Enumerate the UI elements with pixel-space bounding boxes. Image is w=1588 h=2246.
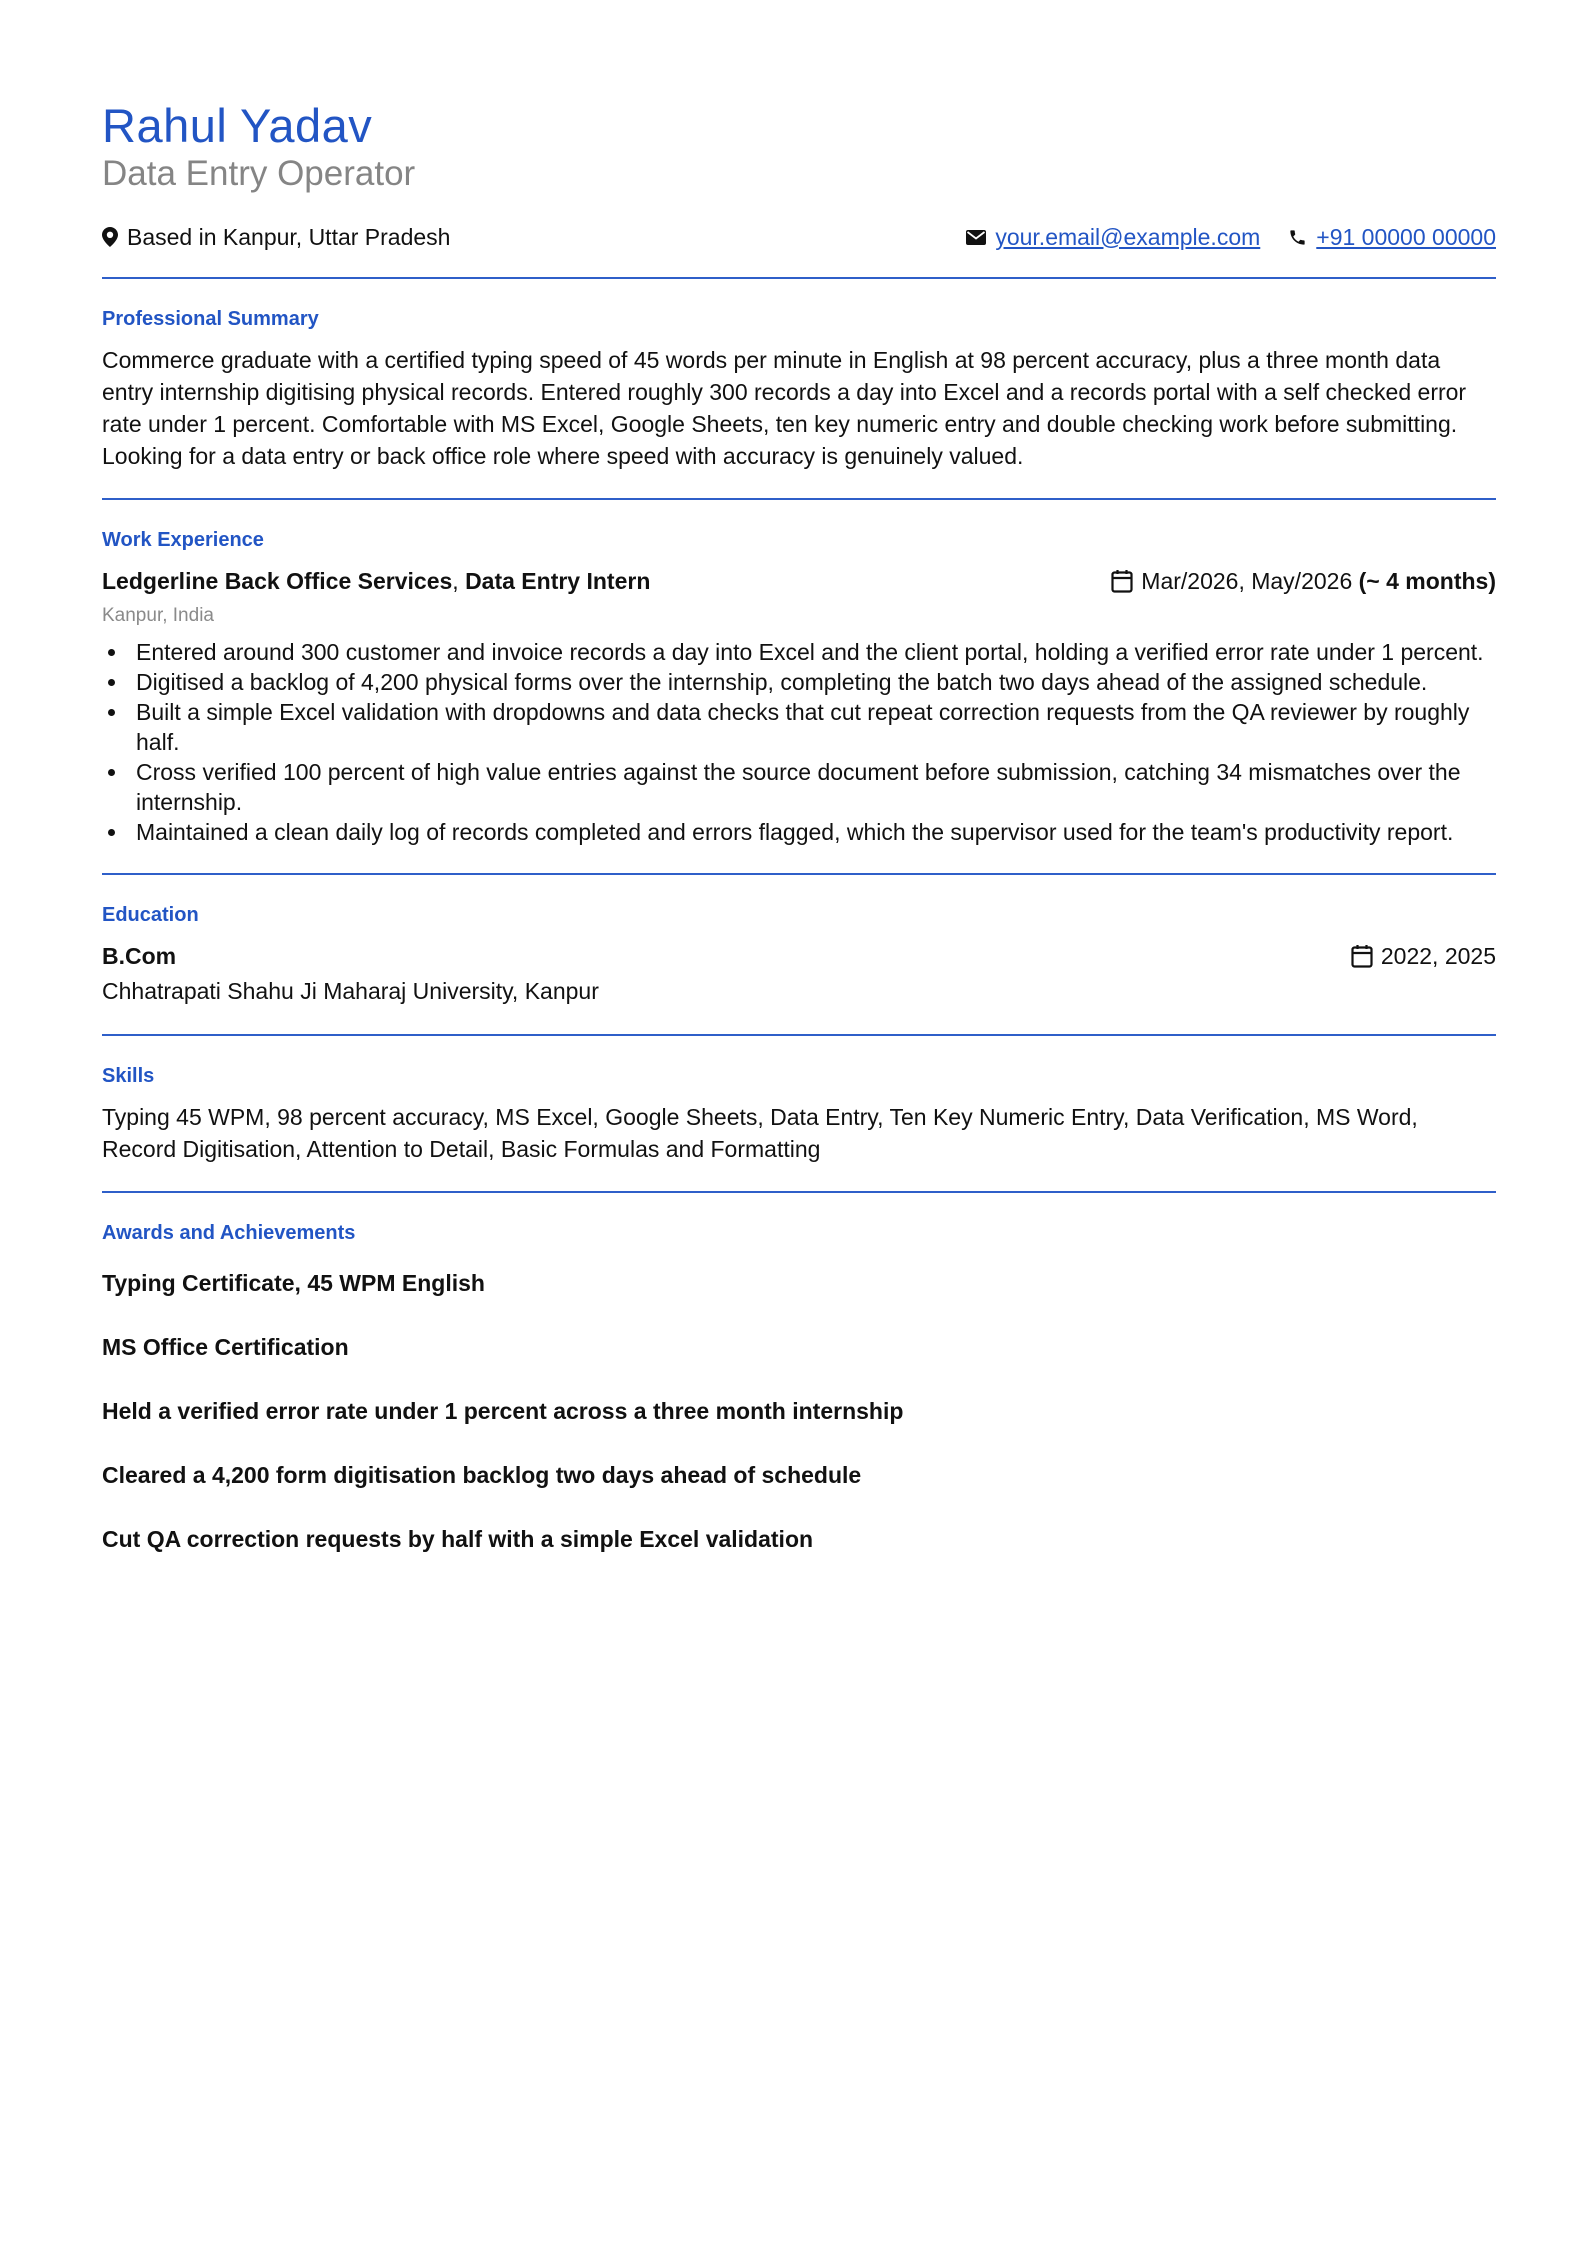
degree-name: B.Com — [102, 943, 177, 969]
job-bullets — [102, 637, 1496, 847]
calendar-icon — [1111, 569, 1133, 593]
award-item: Cut QA correction requests by half with a simple Excel validation — [102, 1526, 814, 1552]
section-title-summary: Professional Summary — [102, 308, 319, 330]
list-item: Cross verified 100 percent of high value entries against the source document before submission, catching 34 mismatches over the internship. — [102, 757, 1496, 817]
email-item — [966, 224, 1260, 251]
calendar-icon — [1351, 944, 1373, 968]
resume-page — [102, 96, 1496, 1614]
skills-text: Typing 45 WPM, 98 percent accuracy, MS Excel, Google Sheets, Data Entry, Ten Key Numeric Entry, Data Verification, MS Word, Record Digitisation, Attention to Detail, Basic Formulas and Formatting — [102, 1104, 1418, 1162]
list-item: Maintained a clean daily log of records completed and errors flagged, which the supervisor used for the team's productivity report. — [102, 817, 1496, 847]
awards-section — [102, 1193, 1496, 1614]
section-title-experience: Work Experience — [102, 529, 264, 551]
section-title-education: Education — [102, 904, 199, 926]
section-title-awards: Awards and Achievements — [102, 1222, 356, 1244]
company-name: Ledgerline Back Office Services — [102, 568, 453, 594]
institution-name: Chhatrapati Shahu Ji Maharaj University, Kanpur — [102, 978, 599, 1004]
award-item: Held a verified error rate under 1 percent across a three month internship — [102, 1398, 904, 1424]
contact-links — [938, 224, 1496, 251]
summary-section — [102, 279, 1496, 498]
education-header — [102, 940, 1496, 972]
list-item: Built a simple Excel validation with dropdowns and data checks that cut repeat correction requests from the QA reviewer by roughly half. — [102, 697, 1496, 757]
location-text: Based in Kanpur, Uttar Pradesh — [127, 223, 451, 250]
job-date-range: Mar/2026, May/2026 — [1141, 568, 1353, 594]
section-title-skills: Skills — [102, 1065, 155, 1087]
candidate-role: Data Entry Operator — [102, 154, 416, 193]
phone-link[interactable]: +91 00000 00000 — [1316, 223, 1496, 250]
job-duration: (~ 4 months) — [1358, 568, 1496, 594]
phone-item — [1288, 224, 1496, 251]
awards-list — [102, 1258, 1496, 1554]
list-item: Digitised a backlog of 4,200 physical forms over the internship, completing the batch two days ahead of the assigned schedule. — [102, 667, 1496, 697]
email-link[interactable]: your.email@example.com — [995, 223, 1261, 250]
candidate-name: Rahul Yadav — [102, 99, 373, 152]
mail-icon — [966, 230, 986, 245]
contact-row — [102, 222, 1496, 252]
skills-section — [102, 1036, 1496, 1191]
education-dates — [1351, 940, 1496, 972]
education-section — [102, 875, 1496, 1034]
location-pin-icon — [102, 227, 118, 247]
phone-icon — [1288, 228, 1307, 247]
job-title — [102, 565, 650, 597]
location-info — [102, 224, 450, 251]
position-name: Data Entry Intern — [465, 568, 651, 594]
award-item: Cleared a 4,200 form digitisation backlog two days ahead of schedule — [102, 1462, 862, 1488]
education-date-range: 2022, 2025 — [1380, 943, 1496, 969]
summary-text: Commerce graduate with a certified typing speed of 45 words per minute in English at 98 percent accuracy, plus a three month data entry internship digitising physical records. Entered roughly 300 records a day into Excel and a records portal with a self checked error rate under 1 percent. Comfortable with MS Excel, Google Sheets, ten key numeric entry and double checking work before submitting. Looking for a data entry or back office role where speed with accuracy is genuinely valued. — [102, 347, 1467, 469]
award-item: Typing Certificate, 45 WPM English — [102, 1270, 485, 1296]
job-header — [102, 565, 1496, 597]
title-separator: , — [452, 568, 466, 594]
job-dates — [1111, 565, 1496, 597]
award-item: MS Office Certification — [102, 1334, 349, 1360]
job-location: Kanpur, India — [102, 605, 214, 626]
resume-header — [102, 96, 1496, 252]
experience-section — [102, 500, 1496, 873]
list-item: Entered around 300 customer and invoice records a day into Excel and the client portal, holding a verified error rate under 1 percent. — [102, 637, 1496, 667]
